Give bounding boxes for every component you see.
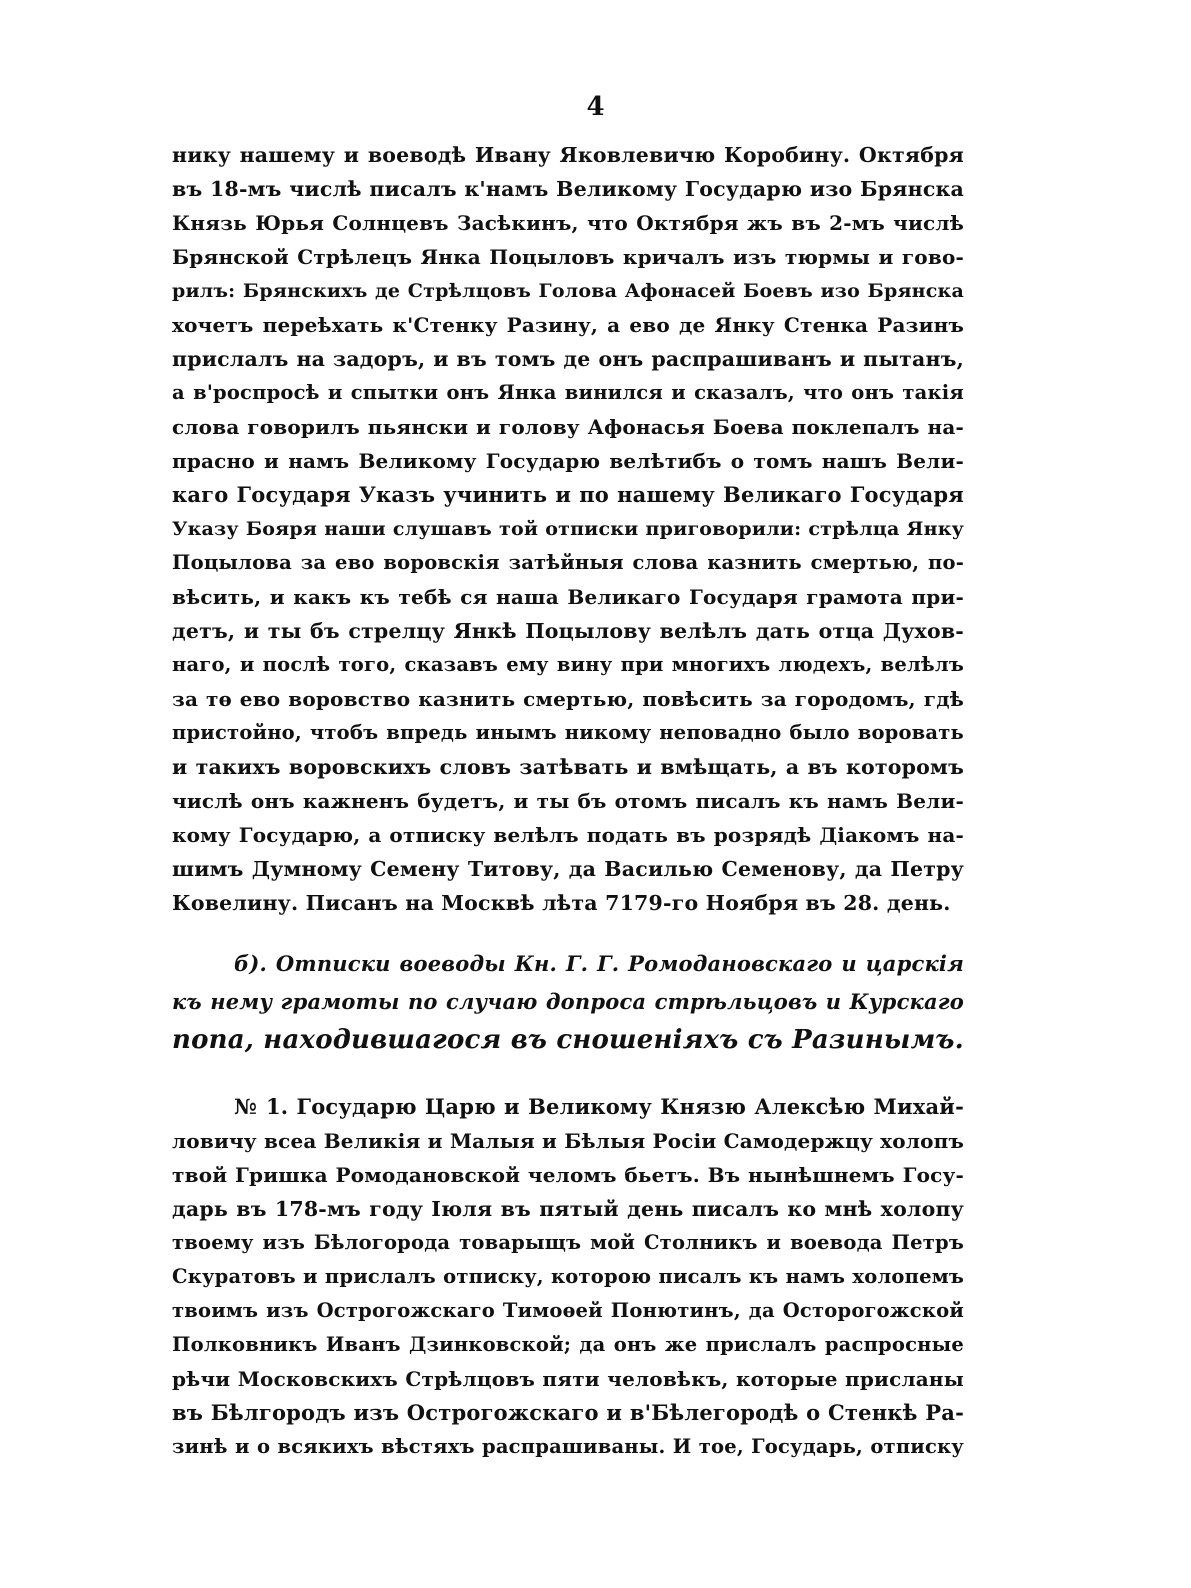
text-line: пристойно, чтобъ впредь инымъ никому неповадно было воровать xyxy=(172,721,964,744)
text-line: рѣчи Московскихъ Стрѣлцовъ пяти человѣкъ, которые присланы xyxy=(172,1367,964,1391)
paragraph-2 xyxy=(172,1090,964,1464)
text-line: твой Гришка Ромодановской челомъ бьетъ. Въ нынѣшнемъ Госу- xyxy=(172,1163,964,1187)
heading-line: попа, находившагося въ сношеніяхъ съ Разинымъ. xyxy=(172,1025,964,1055)
text-line: наго, и послѣ того, сказавъ ему вину при многихъ людехъ, велѣлъ xyxy=(172,653,964,676)
text-line: твоимъ изъ Острогожскаго Тимоѳей Понютинъ, да Осторогожской xyxy=(172,1299,964,1322)
text-line: зинѣ и о всякихъ вѣстяхъ распрашиваны. И тое, Государь, отписку xyxy=(172,1435,964,1458)
text-line: № 1. Государю Царю и Великому Князю Алексѣю Михай- xyxy=(234,1094,964,1119)
text-line: шимъ Думному Семену Титову, да Василью Семенову, да Петру xyxy=(172,857,964,881)
text-line: Скуратовъ и прислалъ отписку, которою писалъ къ намъ холопемъ xyxy=(172,1265,964,1288)
text-line: прасно и намъ Великому Государю велѣтибъ о томъ нашъ Вели- xyxy=(172,449,964,473)
text-line: за тѳ ево воровство казнить смертью, повѣсить за городомъ, гдѣ xyxy=(172,687,964,711)
text-line: и такихъ воровскихъ словъ затѣвать и вмѣщать, а въ которомъ xyxy=(172,755,964,779)
heading-line: къ нему грамоты по случаю допроса стрѣльцовъ и Курскаго xyxy=(172,989,964,1014)
text-line: рилъ: Брянскихъ де Стрѣлцовъ Голова Афонасей Боевъ изо Брянска xyxy=(172,280,964,302)
text-line: прислалъ на задоръ, и въ томъ де онъ распрашиванъ и пытанъ, xyxy=(172,347,964,371)
heading-line: б). Отписки воеводы Кн. Г. Г. Ромодановскаго и царскія xyxy=(234,951,964,976)
text-line: хочетъ переѣхать к'Стенку Разину, а ево де Янку Стенка Разинъ xyxy=(172,313,964,337)
text-line: въ 18-мъ числѣ писалъ к'намъ Великому Государю изо Брянска xyxy=(172,177,964,201)
text-line: кому Государю, а отписку велѣлъ подать въ розрядѣ Діакомъ на- xyxy=(172,823,964,847)
text-line: Ковелину. Писанъ на Москвѣ лѣта 7179-го Ноября въ 28. день. xyxy=(172,891,951,915)
text-line: Поцылова за ево воровскія затѣйныя слова казнить смертью, по- xyxy=(172,551,964,574)
text-line: детъ, и ты бъ стрелцу Янкѣ Поцылову велѣлъ дать отца Духов- xyxy=(172,619,964,643)
text-line: твоему изъ Бѣлогорода товарыщъ мой Столникъ и воевода Петръ xyxy=(172,1231,964,1254)
text-line: Брянской Стрѣлецъ Янка Поцыловъ кричалъ изъ тюрмы и гово- xyxy=(172,245,964,269)
text-line: Указу Бояря наши слушавъ той отписки приговорили: стрѣлца Янку xyxy=(172,518,964,540)
text-line: въ Бѣлгородъ изъ Острогожскаго и в'Бѣлегородѣ о Стенкѣ Ра- xyxy=(172,1400,964,1425)
text-line: Князь Юрья Солнцевъ Засѣкинъ, что Октября жъ въ 2-мъ числѣ xyxy=(172,211,964,235)
text-line: каго Государя Указъ учинить и по нашему Великаго Государя xyxy=(172,482,964,507)
text-line: вѣсить, и какъ къ тебѣ ся наша Великаго Государя грамота при- xyxy=(172,585,964,609)
page-number: 4 xyxy=(586,92,605,122)
text-line: нику нашему и воеводѣ Ивану Яковлевичю Коробину. Октября xyxy=(172,143,964,167)
text-line: дарь въ 178-мъ году Іюля въ пятый день писалъ ко мнѣ холопу xyxy=(172,1197,964,1221)
paragraph-1 xyxy=(172,138,964,920)
text-line: ловичу всеа Великія и Малыя и Бѣлыя Росіи Самодержцу холопъ xyxy=(172,1129,965,1153)
section-heading xyxy=(172,945,964,1059)
text-line: числѣ онъ кажненъ будетъ, и ты бъ отомъ писалъ къ намъ Вели- xyxy=(172,789,964,813)
text-line: слова говорилъ пьянски и голову Афонасья Боева поклепалъ на- xyxy=(172,415,964,439)
text-line: Полковникъ Иванъ Дзинковской; да онъ же прислалъ распросные xyxy=(172,1333,964,1356)
text-line: а в'роспросѣ и спытки онъ Янка винился и сказалъ, что онъ такія xyxy=(172,381,964,404)
